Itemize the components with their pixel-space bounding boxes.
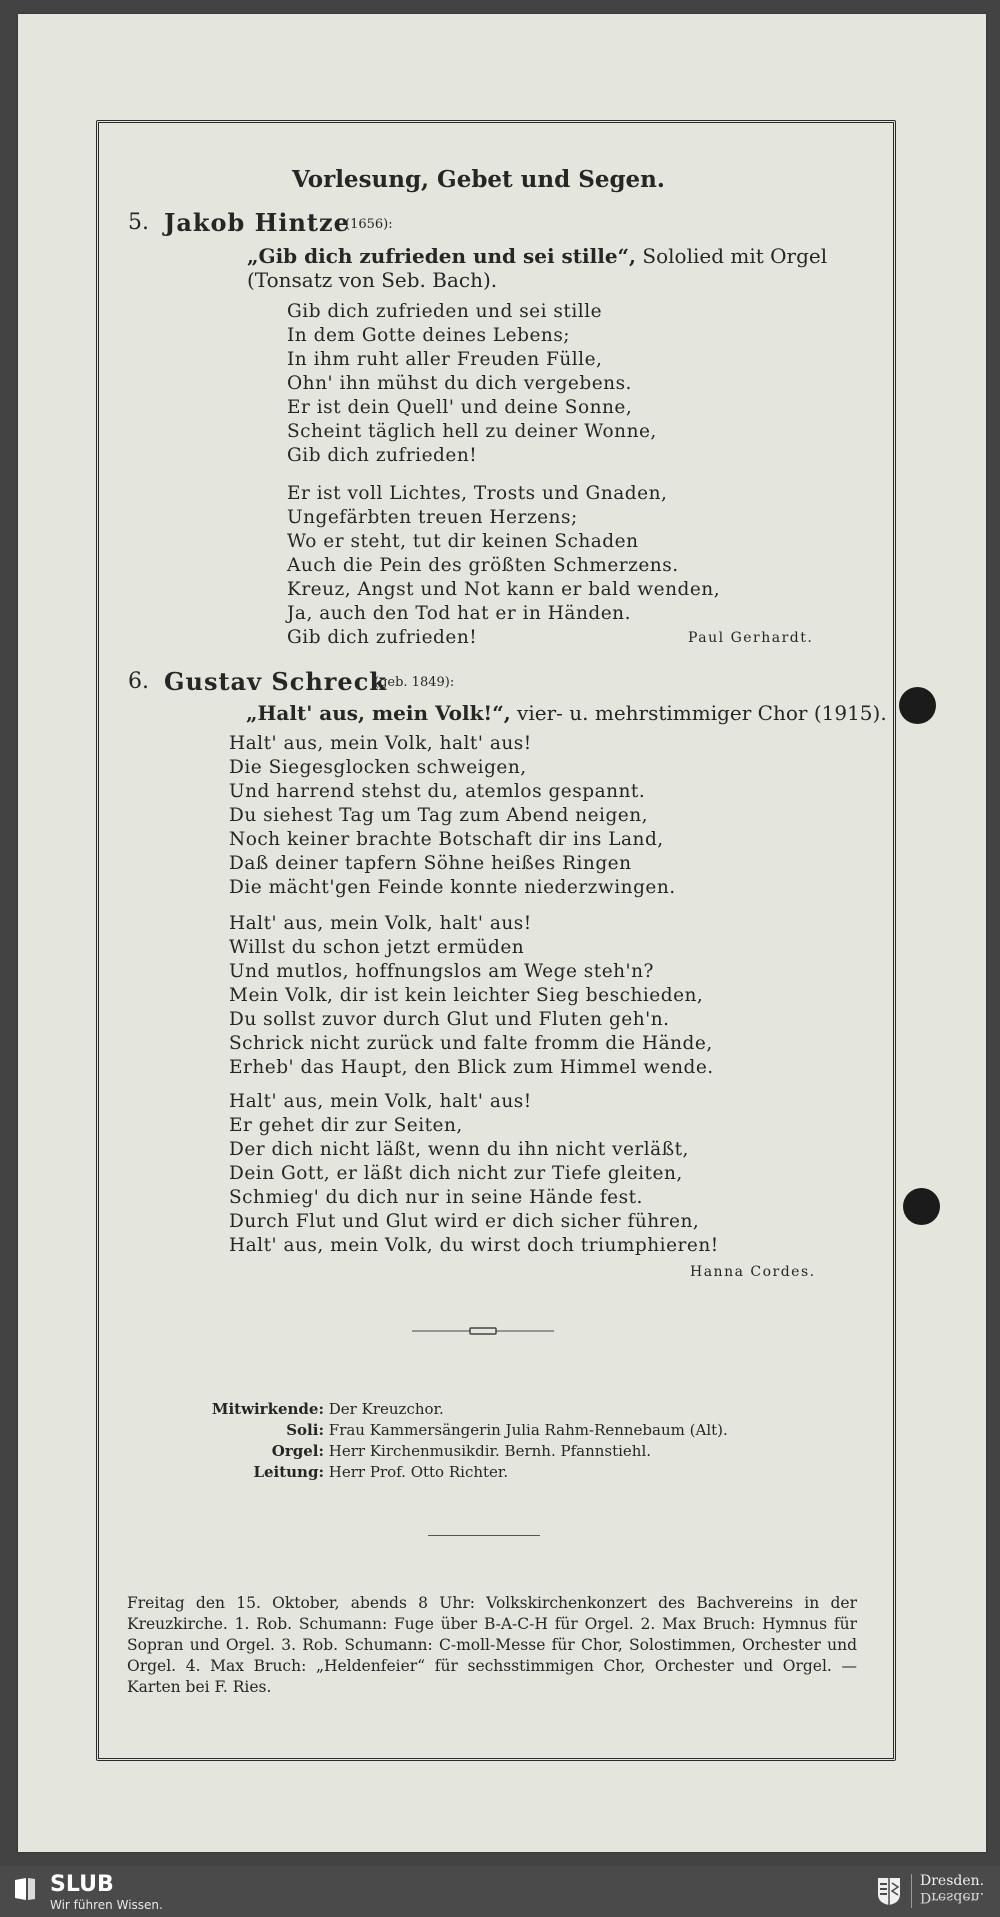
verse-line: Er ist voll Lichtes, Trosts und Gnaden, <box>287 483 668 504</box>
logo-separator <box>911 1874 912 1908</box>
verse-line: Halt' aus, mein Volk, halt' aus! <box>229 1091 532 1112</box>
verse-line: Du siehest Tag um Tag zum Abend neigen, <box>229 805 649 826</box>
credit-row <box>162 1420 728 1441</box>
verse-line: Der dich nicht läßt, wenn du ihn nicht verläßt, <box>229 1139 689 1160</box>
composer-years: (1656): <box>345 217 393 232</box>
verse-line: Dein Gott, er läßt dich nicht zur Tiefe gleiten, <box>229 1163 683 1184</box>
verse-line: Er ist dein Quell' und deine Sonne, <box>287 397 633 418</box>
credit-value: Der Kreuzchor. <box>328 1400 444 1418</box>
verse-line: Mein Volk, dir ist kein leichter Sieg beschieden, <box>229 985 704 1006</box>
verse-line: Wo er steht, tut dir keinen Schaden <box>287 531 639 552</box>
credit-value: Frau Kammersängerin Julia Rahm-Rennebaum (Alt). <box>328 1421 728 1439</box>
divider-line <box>428 1535 540 1536</box>
verse-line: Erheb' das Haupt, den Blick zum Himmel wende. <box>229 1057 714 1078</box>
song-arrangement: (Tonsatz von Seb. Bach). <box>247 268 498 292</box>
credit-label: Orgel: <box>271 1442 324 1460</box>
verse-line: Halt' aus, mein Volk, halt' aus! <box>229 913 532 934</box>
credits-block <box>162 1399 728 1483</box>
credit-value: Herr Prof. Otto Richter. <box>328 1463 509 1481</box>
verse-line: Ja, auch den Tod hat er in Händen. <box>287 603 631 624</box>
verse-line: Halt' aus, mein Volk, halt' aus! <box>229 733 532 754</box>
credit-label: Mitwirkende: <box>211 1400 324 1418</box>
piece-number: 6. <box>128 669 149 694</box>
credit-row <box>162 1462 728 1483</box>
song-type: Sololied mit Orgel <box>642 244 828 268</box>
dresden-crest-icon <box>876 1876 902 1906</box>
credit-row <box>162 1399 728 1420</box>
verse-line: Noch keiner brachte Botschaft dir ins Land, <box>229 829 664 850</box>
credit-label: Leitung: <box>253 1463 324 1481</box>
verse-line: Ungefärbten treuen Herzens; <box>287 507 578 528</box>
verse-line: Daß deiner tapfern Söhne heißes Ringen <box>229 853 632 874</box>
verse-line: Die mächt'gen Feinde konnte niederzwingen. <box>229 877 676 898</box>
verse-line: Gib dich zufrieden! <box>287 627 478 648</box>
lyricist-name: Paul Gerhardt. <box>688 630 814 646</box>
verse-line: Er gehet dir zur Seiten, <box>229 1115 463 1136</box>
composer-years: (geb. 1849): <box>374 675 455 690</box>
verse-line: Durch Flut und Glut wird er dich sicher führen, <box>229 1211 700 1232</box>
verse-line: Halt' aus, mein Volk, du wirst doch triumphieren! <box>229 1235 719 1256</box>
song-title-line <box>246 701 887 725</box>
city-name-line: Dresden. <box>920 1873 985 1889</box>
verse-line: Und harrend stehst du, atemlos gespannt. <box>229 781 646 802</box>
verse-line: Gib dich zufrieden! <box>287 445 478 466</box>
section-heading: Vorlesung, Gebet und Segen. <box>292 166 665 193</box>
song-title-line <box>247 244 827 268</box>
composer-name: Jakob Hintze <box>164 208 350 237</box>
credit-label: Soli: <box>286 1421 324 1439</box>
verse-line: Willst du schon jetzt ermüden <box>229 937 525 958</box>
verse-line: In ihm ruht aller Freuden Fülle, <box>287 349 603 370</box>
stanza <box>229 912 714 1080</box>
concert-announcement: Freitag den 15. Oktober, abends 8 Uhr: Volkskirchenkonzert des Bachvereins in der Kreuzkirche. 1. Rob. Schumann: Fuge über B-A-C-H für Orgel. 2. Max Bruch: Hymnus für Sopran und Orgel. 3. Rob. Schumann: C-moll-Messe für Chor, Solostimmen, Orchester und Orgel. 4. Max Bruch: „Heldenfeier“ für sechsstimmigen Chor, Orchester und Orgel. — Karten bei F. Ries. <box>127 1594 857 1696</box>
verse-line: Scheint täglich hell zu deiner Wonne, <box>287 421 657 442</box>
lyricist-name: Hanna Cordes. <box>690 1264 816 1280</box>
composer-name: Gustav Schreck <box>164 667 387 696</box>
stanza <box>287 482 720 650</box>
punch-hole-top <box>899 687 936 724</box>
verse-line: Auch die Pein des größten Schmerzens. <box>287 555 679 576</box>
song-title: „Gib dich zufrieden und sei stille“, <box>247 244 637 268</box>
punch-hole-bottom <box>903 1188 940 1225</box>
verse-line: Schmieg' du dich nur in seine Hände fest. <box>229 1187 643 1208</box>
library-name: SLUB <box>50 1872 114 1897</box>
verse-line: Du sollst zuvor durch Glut und Fluten geh'n. <box>229 1009 670 1030</box>
verse-line: Die Siegesglocken schweigen, <box>229 757 527 778</box>
stanza <box>229 1090 719 1258</box>
stanza <box>229 732 676 900</box>
library-tagline: Wir führen Wissen. <box>50 1898 163 1912</box>
piece-number: 5. <box>128 210 149 235</box>
verse-line: In dem Gotte deines Lebens; <box>287 325 571 346</box>
city-name-line: Dresden. <box>920 1889 985 1905</box>
slub-logo-icon <box>12 1876 38 1902</box>
verse-line: Schrick nicht zurück und falte fromm die Hände, <box>229 1033 713 1054</box>
credit-row <box>162 1441 728 1462</box>
verse-line: Und mutlos, hoffnungslos am Wege steh'n? <box>229 961 654 982</box>
city-name <box>920 1874 984 1904</box>
verse-line: Ohn' ihn mühst du dich vergebens. <box>287 373 632 394</box>
verse-line: Gib dich zufrieden und sei stille <box>287 301 603 322</box>
ornament-divider <box>412 1326 554 1336</box>
song-type: vier- u. mehrstimmiger Chor (1915). <box>517 701 887 725</box>
verse-line: Kreuz, Angst und Not kann er bald wenden, <box>287 579 721 600</box>
song-title: „Halt' aus, mein Volk!“, <box>246 701 511 725</box>
stanza <box>287 300 657 468</box>
credit-value: Herr Kirchenmusikdir. Bernh. Pfannstiehl. <box>328 1442 652 1460</box>
viewer-footer <box>0 1866 1000 1917</box>
